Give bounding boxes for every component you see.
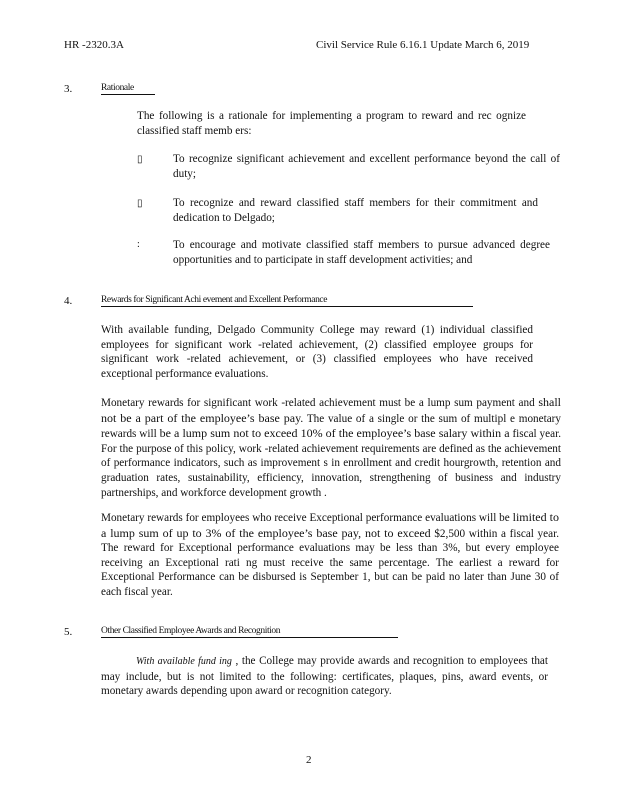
section3-number: 3. xyxy=(64,83,73,95)
section4-para2 xyxy=(101,395,561,500)
para2-ten-percent-clause: be a lump sum not to exceed 10% of the employee’s base salary within a xyxy=(159,426,510,441)
para2-base-pay-clause: shall not be a part of the employee’s base pay. xyxy=(101,395,561,425)
para2-text-e: fiscal year. For the purpose of this policy, work -related achievement requirements are defined as the achievement of performance indicators, such as improvement s in enrollment and credit hourgrowth, retention and graduation rates, sustainability, efficiency, innovation, strengthening of business and industry partnerships, and workforce development growth . xyxy=(101,428,561,499)
section4-para3 xyxy=(101,510,559,600)
page-number: 2 xyxy=(306,754,312,766)
bullet-text-1: To recognize significant achievement and excellent performance beyond the call of duty; xyxy=(173,153,560,180)
para2-text-a: Monetary rewards for significant work -related achievement must be a lump sum payment and xyxy=(101,397,535,409)
section3-intro: The following is a rationale for implementing a program to reward and rec ognize classified staff memb ers: xyxy=(137,110,526,137)
section5-with-available-funding: With available fund ing xyxy=(136,656,232,667)
section5-title: Other Classified Employee Awards and Recognition xyxy=(101,626,398,638)
bullet-text-2: To recognize and reward classified staff members for their commitment and dedication to Delgado; xyxy=(173,197,538,224)
section4-number: 4. xyxy=(64,295,73,307)
section5-para xyxy=(101,654,548,699)
section5-para-body: , the College may provide awards and recognition to employees that may include, but is not limited to the following: certificates, plaques, pins, award events, or monetary awards depending upon award or recognition category. xyxy=(101,655,548,698)
para2-text-c: The value of a single or the sum of multipl e monetary rewards will xyxy=(101,412,561,441)
bullet-marker-3: : xyxy=(137,239,140,250)
section4-para1: With available funding, Delgado Community College may reward (1) individual classified employees for significant work -related achievement, (2) classified employee groups for significant work -related achievement, or (3) classified employees who have received exceptional performance evaluations. xyxy=(101,324,533,380)
header-update-date: Civil Service Rule 6.16.1 Update March 6, 2019 xyxy=(316,39,530,51)
section4-title: Rewards for Significant Achi evement and Excellent Performance xyxy=(101,295,473,307)
para3-three-percent-clause: limited to a lump sum of up to 3% of the employee’s base pay, not to exceed xyxy=(101,510,559,540)
header-doc-id: HR -2320.3A xyxy=(64,39,124,51)
section3-title: Rationale xyxy=(101,83,155,95)
bullet-marker-2: ▯ xyxy=(137,198,143,209)
bullet-text-3: To encourage and motivate classified staff members to pursue advanced degree opportunities and to participate in staff development activities; and xyxy=(173,239,550,266)
para3-text-c: $2,500 within a fiscal year. The reward for Exceptional performance evaluations may be less than 3%, but every employee receiving an Exceptional rati ng must receive the same percentage. The earliest a reward for Exceptional Performance can be disbursed is September 1, but can be paid no later than June 30 of each fiscal year. xyxy=(101,527,559,598)
bullet-marker-1: ▯ xyxy=(137,154,143,165)
para3-text-a: Monetary rewards for employees who receive Exceptional performance evaluations will be xyxy=(101,512,510,524)
section5-number: 5. xyxy=(64,626,73,638)
